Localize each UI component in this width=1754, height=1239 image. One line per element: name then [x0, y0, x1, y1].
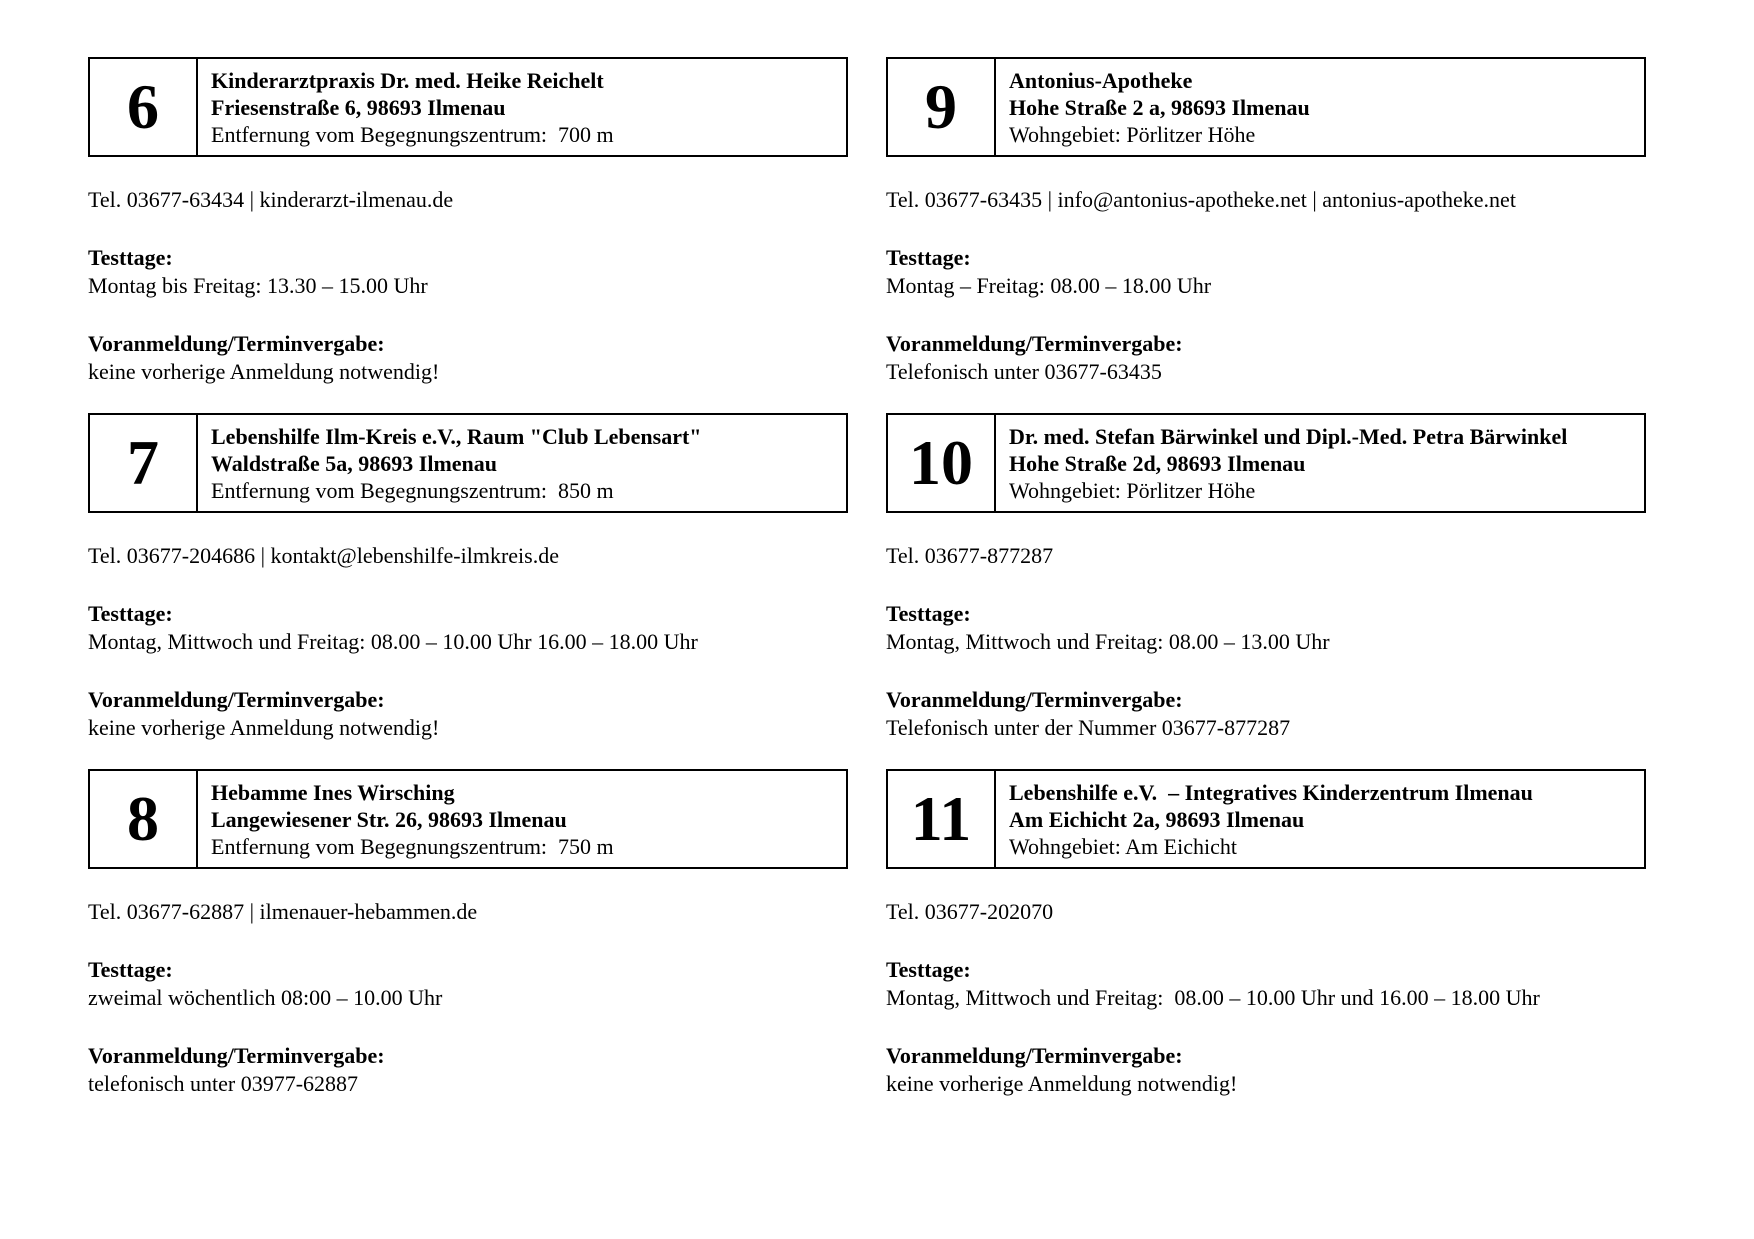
testdays-label: Testtage:	[886, 957, 971, 982]
entry-number: 11	[888, 771, 996, 867]
contact-line: Tel. 03677-63434 | kinderarzt-ilmenau.de	[88, 187, 454, 212]
entry-title: Lebenshilfe e.V. – Integratives Kinderzentrum Ilmenau	[1009, 779, 1533, 805]
testdays-label: Testtage:	[88, 957, 173, 982]
contact-line: Tel. 03677-62887 | ilmenauer-hebammen.de	[88, 899, 478, 924]
registration-label: Voranmeldung/Terminvergabe:	[886, 1043, 1183, 1068]
two-column-layout	[88, 57, 1654, 1097]
entry-11	[886, 769, 1646, 1097]
contact-line: Tel. 03677-63435 | info@antonius-apotheke.net | antonius-apotheke.net	[886, 187, 1516, 212]
testdays-label: Testtage:	[886, 245, 971, 270]
contact-line: Tel. 03677-877287	[886, 543, 1054, 568]
testdays-value: Montag, Mittwoch und Freitag: 08.00 – 10.00 Uhr und 16.00 – 18.00 Uhr	[886, 985, 1540, 1010]
registration-value: keine vorherige Anmeldung notwendig!	[88, 715, 440, 740]
entry-number: 10	[888, 415, 996, 511]
entry-header-box	[88, 769, 848, 869]
entry-title: Kinderarztpraxis Dr. med. Heike Reichelt	[211, 67, 604, 93]
testdays-value: Montag, Mittwoch und Freitag: 08.00 – 10.00 Uhr 16.00 – 18.00 Uhr	[88, 629, 698, 654]
entry-8	[88, 769, 848, 1097]
entry-district: Wohngebiet: Am Eichicht	[1009, 833, 1237, 859]
entry-header-box	[886, 769, 1646, 869]
testdays-label: Testtage:	[88, 245, 173, 270]
entry-address: Hohe Straße 2 a, 98693 Ilmenau	[1009, 94, 1310, 120]
registration-label: Voranmeldung/Terminvergabe:	[886, 331, 1183, 356]
registration-value: telefonisch unter 03977-62887	[88, 1071, 359, 1096]
entry-7	[88, 413, 848, 741]
entry-title: Dr. med. Stefan Bärwinkel und Dipl.-Med. Petra Bärwinkel	[1009, 423, 1568, 449]
entry-header-box	[886, 413, 1646, 513]
entry-title: Lebenshilfe Ilm-Kreis e.V., Raum "Club Lebensart"	[211, 423, 702, 449]
registration-label: Voranmeldung/Terminvergabe:	[886, 687, 1183, 712]
testdays-label: Testtage:	[886, 601, 971, 626]
entry-header-text	[198, 415, 846, 511]
registration-label: Voranmeldung/Terminvergabe:	[88, 331, 385, 356]
testdays-value: Montag – Freitag: 08.00 – 18.00 Uhr	[886, 273, 1212, 298]
contact-line: Tel. 03677-202070	[886, 899, 1054, 924]
registration-label: Voranmeldung/Terminvergabe:	[88, 1043, 385, 1068]
registration-value: keine vorherige Anmeldung notwendig!	[88, 359, 440, 384]
column-right	[886, 57, 1646, 1097]
testdays-value: Montag, Mittwoch und Freitag: 08.00 – 13.00 Uhr	[886, 629, 1330, 654]
entry-distance: Entfernung vom Begegnungszentrum: 750 m	[211, 833, 614, 859]
entry-header-text	[996, 771, 1644, 867]
contact-line: Tel. 03677-204686 | kontakt@lebenshilfe-ilmkreis.de	[88, 543, 559, 568]
entry-6	[88, 57, 848, 385]
entry-district: Wohngebiet: Pörlitzer Höhe	[1009, 121, 1256, 147]
registration-value: Telefonisch unter 03677-63435	[886, 359, 1162, 384]
registration-value: keine vorherige Anmeldung notwendig!	[886, 1071, 1238, 1096]
entry-header-text	[198, 771, 846, 867]
entry-title: Antonius-Apotheke	[1009, 67, 1193, 93]
entry-address: Langewiesener Str. 26, 98693 Ilmenau	[211, 806, 567, 832]
entry-header-text	[996, 59, 1644, 155]
entry-header-box	[88, 413, 848, 513]
entry-number: 9	[888, 59, 996, 155]
entry-title: Hebamme Ines Wirsching	[211, 779, 455, 805]
entry-distance: Entfernung vom Begegnungszentrum: 700 m	[211, 121, 614, 147]
testdays-value: Montag bis Freitag: 13.30 – 15.00 Uhr	[88, 273, 428, 298]
entry-10	[886, 413, 1646, 741]
column-left	[88, 57, 848, 1097]
entry-header-box	[88, 57, 848, 157]
entry-header-text	[996, 415, 1644, 511]
registration-label: Voranmeldung/Terminvergabe:	[88, 687, 385, 712]
entry-number: 6	[90, 59, 198, 155]
entry-address: Am Eichicht 2a, 98693 Ilmenau	[1009, 806, 1305, 832]
testdays-value: zweimal wöchentlich 08:00 – 10.00 Uhr	[88, 985, 443, 1010]
entry-header-text	[198, 59, 846, 155]
entry-9	[886, 57, 1646, 385]
entry-number: 8	[90, 771, 198, 867]
entry-address: Friesenstraße 6, 98693 Ilmenau	[211, 94, 506, 120]
entry-header-box	[886, 57, 1646, 157]
registration-value: Telefonisch unter der Nummer 03677-877287	[886, 715, 1291, 740]
entry-number: 7	[90, 415, 198, 511]
entry-address: Hohe Straße 2d, 98693 Ilmenau	[1009, 450, 1306, 476]
testdays-label: Testtage:	[88, 601, 173, 626]
entry-district: Wohngebiet: Pörlitzer Höhe	[1009, 477, 1256, 503]
entry-distance: Entfernung vom Begegnungszentrum: 850 m	[211, 477, 614, 503]
entry-address: Waldstraße 5a, 98693 Ilmenau	[211, 450, 498, 476]
